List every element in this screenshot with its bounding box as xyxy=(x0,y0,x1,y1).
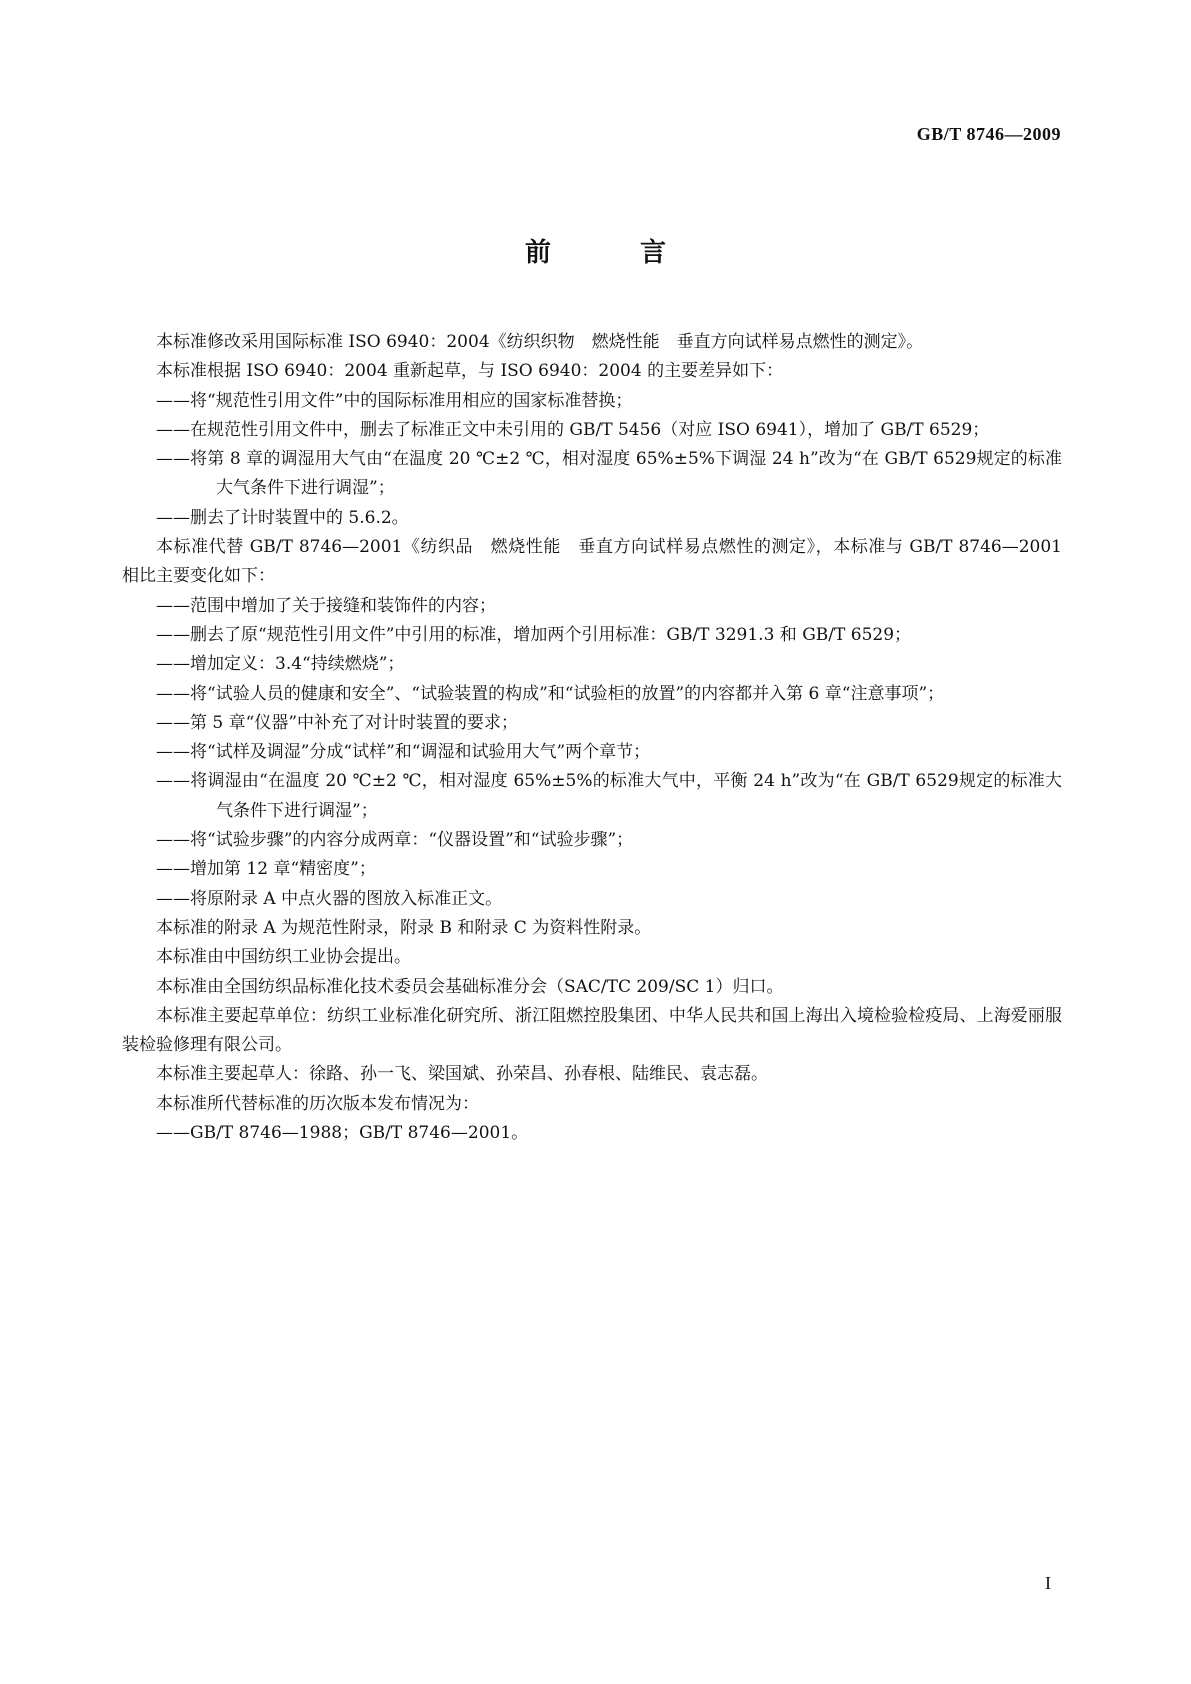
paragraph: 本标准所代替标准的历次版本发布情况为： xyxy=(156,1093,479,1114)
list-item: ——将第 8 章的调湿用大气由“在温度 20 ℃±2 ℃，相对湿度 65%±5%下调湿 24 h”改为“在 GB/T 6529规定的标准大气条件下进行调湿”； xyxy=(156,449,1062,499)
paragraph: 本标准由中国纺织工业协会提出。 xyxy=(156,947,411,968)
paragraph: 本标准修改采用国际标准 ISO 6940：2004《纺织织物 燃烧性能 垂直方向试样易点燃性的测定》。 xyxy=(156,332,924,352)
list-item: ——范围中增加了关于接缝和装饰件的内容； xyxy=(156,595,496,616)
page-title: 前 言 xyxy=(524,238,707,268)
list-item: ——在规范性引用文件中，删去了标准正文中未引用的 GB/T 5456（对应 ISO 6941），增加了 GB/T 6529； xyxy=(156,419,990,440)
list-item: ——GB/T 8746—1988；GB/T 8746—2001。 xyxy=(156,1123,529,1144)
list-item: ——将“试样及调湿”分成“试样”和“调湿和试验用大气”两个章节； xyxy=(156,742,651,763)
standard-number: GB/T 8746—2009 xyxy=(916,124,1061,144)
list-item: ——删去了计时装置中的 5.6.2。 xyxy=(156,507,409,528)
list-item: ——第 5 章“仪器”中补充了对计时装置的要求； xyxy=(156,712,519,733)
list-item: ——将“试验人员的健康和安全”、“试验装置的构成”和“试验柜的放置”的内容都并入第 6 章“注意事项”； xyxy=(156,683,945,704)
paragraph: 本标准主要起草单位：纺织工业标准化研究所、浙江阻燃控股集团、中华人民共和国上海出入境检验检疫局、上海爱丽服装检验修理有限公司。 xyxy=(122,1005,1062,1056)
list-item: ——将调湿由“在温度 20 ℃±2 ℃，相对湿度 65%±5%的标准大气中，平衡 24 h”改为“在 GB/T 6529规定的标准大气条件下进行调湿”； xyxy=(156,771,1062,821)
list-item: ——增加第 12 章“精密度”； xyxy=(156,859,376,880)
list-item: ——将原附录 A 中点火器的图放入标准正文。 xyxy=(156,888,503,909)
list-item: ——增加定义：3.4“持续燃烧”； xyxy=(156,654,405,675)
paragraph: 本标准的附录 A 为规范性附录，附录 B 和附录 C 为资料性附录。 xyxy=(156,917,652,938)
list-item: ——删去了原“规范性引用文件”中引用的标准，增加两个引用标准：GB/T 3291.3 和 GB/T 6529； xyxy=(156,624,912,645)
paragraph: 本标准主要起草人：徐路、孙一飞、梁国斌、孙荣昌、孙春根、陆维民、袁志磊。 xyxy=(156,1064,768,1085)
paragraph: 本标准根据 ISO 6940：2004 重新起草，与 ISO 6940：2004 的主要差异如下： xyxy=(156,361,784,382)
paragraph: 本标准由全国纺织品标准化技术委员会基础标准分会（SAC/TC 209/SC 1）归口。 xyxy=(156,976,784,997)
page-number: I xyxy=(1045,1573,1051,1593)
document-body xyxy=(122,328,1062,1148)
paragraph: 本标准代替 GB/T 8746—2001《纺织品 燃烧性能 垂直方向试样易点燃性的测定》，本标准与 GB/T 8746—2001 相比主要变化如下： xyxy=(122,537,1062,587)
list-item: ——将“试验步骤”的内容分成两章：“仪器设置”和“试验步骤”； xyxy=(156,830,634,851)
list-item: ——将“规范性引用文件”中的国际标准用相应的国家标准替换； xyxy=(156,390,633,411)
